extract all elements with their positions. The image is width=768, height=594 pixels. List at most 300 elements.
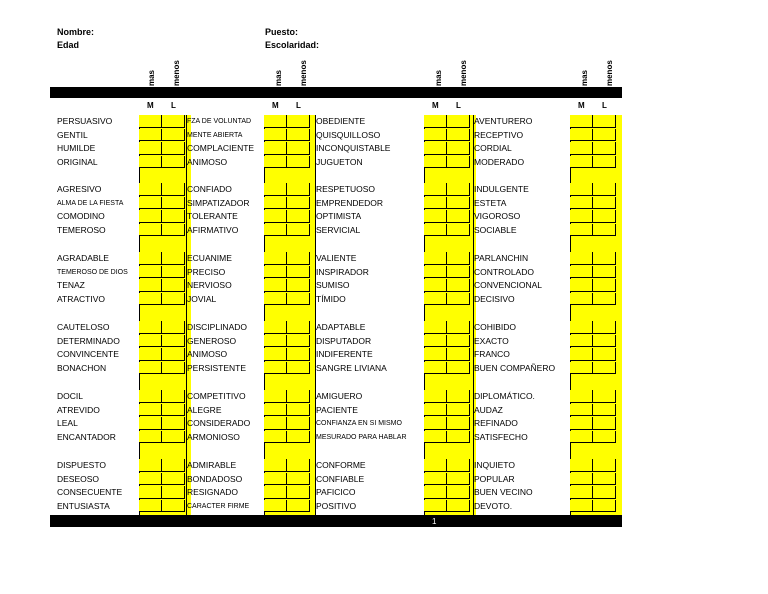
menos-checkbox-cell[interactable]	[162, 404, 185, 417]
menos-checkbox-cell[interactable]	[162, 362, 185, 375]
menos-checkbox-cell[interactable]	[287, 431, 310, 444]
trait-word: DISPUESTO	[57, 460, 106, 470]
trait-word: CONTROLADO	[474, 266, 534, 277]
mas-checkbox-cell[interactable]	[139, 348, 162, 361]
trait-word: ENCANTADOR	[57, 431, 116, 442]
trait-word: COMPETITIVO	[187, 391, 246, 401]
menos-checkbox-cell[interactable]	[162, 293, 185, 306]
mas-checkbox-cell[interactable]	[264, 197, 287, 210]
menos-checkbox-cell[interactable]	[287, 500, 310, 513]
mas-checkbox-cell[interactable]	[139, 417, 162, 430]
menos-checkbox-cell[interactable]	[162, 459, 185, 472]
mas-checkbox-cell[interactable]	[264, 473, 287, 486]
mas-checkbox-cell[interactable]	[139, 486, 162, 499]
mas-checkbox-cell[interactable]	[570, 210, 593, 223]
menos-checkbox-cell[interactable]	[287, 252, 310, 265]
menos-checkbox-cell[interactable]	[287, 404, 310, 417]
trait-word: DISCIPLINADO	[187, 322, 247, 332]
menos-checkbox-cell[interactable]	[593, 142, 616, 155]
menos-checkbox-cell[interactable]	[287, 279, 310, 292]
menos-checkbox-cell[interactable]	[162, 279, 185, 292]
menos-checkbox-cell[interactable]	[162, 500, 185, 513]
mas-checkbox-cell[interactable]	[264, 321, 287, 334]
menos-checkbox-cell[interactable]	[287, 321, 310, 334]
mas-checkbox-cell[interactable]	[264, 224, 287, 237]
menos-checkbox-cell[interactable]	[162, 486, 185, 499]
trait-word: PERSISTENTE	[187, 362, 247, 373]
trait-word: MESURADO PARA HABLAR	[316, 433, 407, 441]
trait-word: TOLERANTE	[187, 211, 238, 221]
trait-word: POPULAR	[474, 473, 515, 484]
mas-checkbox-cell[interactable]	[570, 335, 593, 348]
mas-checkbox-cell[interactable]	[264, 266, 287, 279]
trait-word: DECISIVO	[474, 293, 515, 304]
trait-word: POSITIVO	[316, 500, 357, 511]
menos-checkbox-cell[interactable]	[593, 417, 616, 430]
mas-checkbox-cell[interactable]	[424, 473, 447, 486]
mas-checkbox-cell[interactable]	[139, 156, 162, 169]
mas-checkbox-cell[interactable]	[139, 183, 162, 196]
trait-word: ANIMOSO	[187, 349, 228, 359]
trait-word: INDIFERENTE	[316, 349, 373, 359]
yellow-column-bg	[424, 115, 476, 515]
mas-checkbox-cell[interactable]	[424, 115, 447, 128]
trait-word: DISPUTADOR	[316, 335, 372, 346]
mas-checkbox-cell[interactable]	[264, 404, 287, 417]
trait-word: HUMILDE	[57, 143, 96, 153]
mas-checkbox-cell[interactable]	[570, 431, 593, 444]
trait-word: BONDADOSO	[187, 473, 243, 484]
menos-checkbox-cell[interactable]	[162, 142, 185, 155]
menos-checkbox-cell[interactable]	[447, 183, 470, 196]
trait-word: CAUTELOSO	[57, 322, 110, 332]
mas-checkbox-cell[interactable]	[139, 473, 162, 486]
trait-word: SATISFECHO	[474, 431, 528, 442]
mas-checkbox-cell[interactable]	[424, 156, 447, 169]
trait-word: AMIGUERO	[316, 391, 363, 401]
mas-checkbox-cell[interactable]	[424, 293, 447, 306]
mas-checkbox-cell[interactable]	[424, 197, 447, 210]
menos-checkbox-cell[interactable]	[287, 197, 310, 210]
trait-word: SERVICIAL	[316, 224, 361, 235]
menos-checkbox-cell[interactable]	[287, 183, 310, 196]
menos-checkbox-cell[interactable]	[447, 390, 470, 403]
trait-word: NERVIOSO	[187, 280, 232, 290]
trait-word: VALIENTE	[316, 253, 357, 263]
trait-word: INDULGENTE	[474, 184, 529, 194]
l-column-label: L	[296, 101, 301, 110]
mas-checkbox-cell[interactable]	[264, 210, 287, 223]
mas-checkbox-cell[interactable]	[424, 335, 447, 348]
menos-checkbox-cell[interactable]	[162, 129, 185, 142]
mas-checkbox-cell[interactable]	[264, 431, 287, 444]
m-column-label: M	[272, 101, 279, 110]
menos-checkbox-cell[interactable]	[287, 142, 310, 155]
trait-word: EXACTO	[474, 335, 509, 346]
trait-word: ALEGRE	[187, 404, 222, 415]
menos-checkbox-cell[interactable]	[447, 293, 470, 306]
menos-checkbox-cell[interactable]	[162, 197, 185, 210]
menos-checkbox-cell[interactable]	[447, 431, 470, 444]
mas-checkbox-cell[interactable]	[424, 417, 447, 430]
menos-checkbox-cell[interactable]	[593, 348, 616, 361]
menos-checkbox-cell[interactable]	[162, 210, 185, 223]
menos-checkbox-cell[interactable]	[593, 129, 616, 142]
menos-checkbox-cell[interactable]	[287, 224, 310, 237]
menos-checkbox-cell[interactable]	[162, 417, 185, 430]
menos-checkbox-cell[interactable]	[447, 500, 470, 513]
menos-checkbox-cell[interactable]	[593, 404, 616, 417]
menos-checkbox-cell[interactable]	[447, 473, 470, 486]
trait-word: DOCIL	[57, 391, 83, 401]
mas-checkbox-cell[interactable]	[139, 142, 162, 155]
mas-checkbox-cell[interactable]	[139, 279, 162, 292]
menos-checkbox-cell[interactable]	[162, 348, 185, 361]
mas-checkbox-cell[interactable]	[264, 500, 287, 513]
menos-checkbox-cell[interactable]	[593, 210, 616, 223]
trait-word: RECEPTIVO	[474, 129, 524, 140]
bottom-black-bar	[50, 515, 622, 527]
menos-checkbox-cell[interactable]	[287, 459, 310, 472]
trait-word: BONACHON	[57, 362, 107, 373]
trait-word: ADAPTABLE	[316, 322, 366, 332]
menos-checkbox-cell[interactable]	[287, 335, 310, 348]
trait-word: CONVENCIONAL	[474, 280, 543, 290]
trait-word: CONSIDERADO	[187, 418, 251, 428]
trait-word: SUMISO	[316, 280, 350, 290]
trait-word: CONVINCENTE	[57, 349, 119, 359]
mas-checkbox-cell[interactable]	[570, 362, 593, 375]
mas-checkbox-cell[interactable]	[264, 115, 287, 128]
trait-word: QUISQUILLOSO	[316, 129, 381, 140]
mas-checkbox-cell[interactable]	[424, 390, 447, 403]
yellow-column-bg	[264, 115, 316, 515]
trait-word: ENTUSIASTA	[57, 500, 110, 511]
top-black-bar	[50, 87, 622, 98]
mas-checkbox-cell[interactable]	[139, 362, 162, 375]
trait-word: OPTIMISTA	[316, 211, 362, 221]
trait-word: RESPETUOSO	[316, 184, 376, 194]
menos-checkbox-cell[interactable]	[287, 390, 310, 403]
trait-word: PRECISO	[187, 266, 226, 277]
menos-label: menos	[299, 60, 308, 86]
trait-word: TENAZ	[57, 280, 85, 290]
mas-checkbox-cell[interactable]	[424, 459, 447, 472]
column-separator	[186, 115, 187, 515]
mas-checkbox-cell[interactable]	[570, 156, 593, 169]
mas-checkbox-cell[interactable]	[424, 129, 447, 142]
menos-checkbox-cell[interactable]	[447, 321, 470, 334]
menos-checkbox-cell[interactable]	[162, 224, 185, 237]
menos-checkbox-cell[interactable]	[162, 390, 185, 403]
mas-label: mas	[580, 69, 589, 86]
mas-checkbox-cell[interactable]	[570, 279, 593, 292]
trait-word: DEVOTO.	[474, 500, 513, 511]
mas-checkbox-cell[interactable]	[424, 279, 447, 292]
menos-checkbox-cell[interactable]	[593, 183, 616, 196]
mas-checkbox-cell[interactable]	[570, 266, 593, 279]
trait-word: AGRESIVO	[57, 184, 102, 194]
trait-word: CONFIADO	[187, 184, 232, 194]
trait-word: INSPIRADOR	[316, 266, 369, 277]
trait-word: COHIBIDO	[474, 322, 517, 332]
trait-word: AFIRMATIVO	[187, 224, 239, 235]
menos-checkbox-cell[interactable]	[447, 156, 470, 169]
yellow-column-bg	[139, 115, 191, 515]
mas-checkbox-cell[interactable]	[139, 500, 162, 513]
mas-checkbox-cell[interactable]	[424, 183, 447, 196]
menos-checkbox-cell[interactable]	[447, 142, 470, 155]
trait-word: CONFIANZA EN SI MISMO	[316, 420, 402, 427]
mas-checkbox-cell[interactable]	[264, 129, 287, 142]
trait-word: ANIMOSO	[187, 156, 228, 167]
trait-word: SOCIABLE	[474, 224, 517, 235]
menos-checkbox-cell[interactable]	[593, 115, 616, 128]
trait-word: MODERADO	[474, 156, 525, 167]
menos-checkbox-cell[interactable]	[593, 266, 616, 279]
menos-checkbox-cell[interactable]	[593, 252, 616, 265]
menos-checkbox-cell[interactable]	[447, 417, 470, 430]
mas-checkbox-cell[interactable]	[139, 129, 162, 142]
trait-word: MENTE ABIERTA	[187, 131, 243, 139]
menos-label: menos	[605, 60, 614, 86]
mas-checkbox-cell[interactable]	[264, 252, 287, 265]
menos-checkbox-cell[interactable]	[162, 431, 185, 444]
trait-word: INQUIETO	[474, 460, 515, 470]
mas-label: mas	[434, 69, 443, 86]
menos-checkbox-cell[interactable]	[447, 335, 470, 348]
mas-checkbox-cell[interactable]	[264, 459, 287, 472]
menos-checkbox-cell[interactable]	[447, 210, 470, 223]
mas-checkbox-cell[interactable]	[570, 348, 593, 361]
menos-checkbox-cell[interactable]	[287, 348, 310, 361]
mas-checkbox-cell[interactable]	[139, 252, 162, 265]
trait-word: ECUANIME	[187, 253, 232, 263]
mas-checkbox-cell[interactable]	[264, 183, 287, 196]
mas-checkbox-cell[interactable]	[264, 293, 287, 306]
trait-word: PARLANCHIN	[474, 253, 529, 263]
mas-checkbox-cell[interactable]	[424, 142, 447, 155]
menos-checkbox-cell[interactable]	[447, 266, 470, 279]
mas-checkbox-cell[interactable]	[139, 197, 162, 210]
menos-checkbox-cell[interactable]	[447, 486, 470, 499]
menos-checkbox-cell[interactable]	[593, 321, 616, 334]
menos-checkbox-cell[interactable]	[447, 224, 470, 237]
mas-checkbox-cell[interactable]	[424, 500, 447, 513]
mas-checkbox-cell[interactable]	[139, 321, 162, 334]
trait-word: INCONQUISTABLE	[316, 143, 391, 153]
trait-word: SANGRE LIVIANA	[316, 362, 387, 373]
mas-checkbox-cell[interactable]	[570, 486, 593, 499]
menos-checkbox-cell[interactable]	[447, 404, 470, 417]
menos-checkbox-cell[interactable]	[162, 473, 185, 486]
mas-checkbox-cell[interactable]	[424, 224, 447, 237]
menos-checkbox-cell[interactable]	[162, 183, 185, 196]
menos-checkbox-cell[interactable]	[287, 115, 310, 128]
mas-checkbox-cell[interactable]	[264, 348, 287, 361]
trait-word: TEMEROSO DE DIOS	[57, 268, 128, 276]
menos-checkbox-cell[interactable]	[162, 115, 185, 128]
mas-checkbox-cell[interactable]	[424, 266, 447, 279]
mas-checkbox-cell[interactable]	[570, 142, 593, 155]
mas-label: mas	[274, 69, 283, 86]
mas-checkbox-cell[interactable]	[570, 252, 593, 265]
l-column-label: L	[602, 101, 607, 110]
menos-checkbox-cell[interactable]	[287, 210, 310, 223]
trait-word: PERSUASIVO	[57, 116, 113, 126]
menos-checkbox-cell[interactable]	[447, 459, 470, 472]
trait-word: DIPLOMÁTICO.	[474, 391, 535, 401]
column-separator	[315, 115, 316, 515]
nombre-label: Nombre:	[57, 27, 95, 37]
mas-label: mas	[147, 69, 156, 86]
trait-word: ALMA DE LA FIESTA	[57, 199, 124, 207]
trait-word: GENTIL	[57, 129, 88, 140]
mas-checkbox-cell[interactable]	[570, 293, 593, 306]
mas-checkbox-cell[interactable]	[570, 224, 593, 237]
mas-checkbox-cell[interactable]	[570, 473, 593, 486]
menos-checkbox-cell[interactable]	[287, 156, 310, 169]
menos-checkbox-cell[interactable]	[593, 293, 616, 306]
menos-checkbox-cell[interactable]	[162, 266, 185, 279]
mas-checkbox-cell[interactable]	[139, 266, 162, 279]
menos-checkbox-cell[interactable]	[593, 224, 616, 237]
mas-checkbox-cell[interactable]	[139, 115, 162, 128]
page-number: 1	[432, 517, 437, 526]
trait-word: OBEDIENTE	[316, 116, 366, 126]
menos-checkbox-cell[interactable]	[287, 473, 310, 486]
trait-word: LEAL	[57, 418, 78, 428]
mas-checkbox-cell[interactable]	[139, 404, 162, 417]
trait-word: PAFICICO	[316, 487, 356, 497]
menos-checkbox-cell[interactable]	[593, 390, 616, 403]
menos-checkbox-cell[interactable]	[593, 486, 616, 499]
trait-word: FZA DE VOLUNTAD	[187, 118, 252, 125]
menos-checkbox-cell[interactable]	[447, 252, 470, 265]
trait-word: DETERMINADO	[57, 335, 120, 346]
menos-checkbox-cell[interactable]	[593, 279, 616, 292]
mas-checkbox-cell[interactable]	[424, 362, 447, 375]
mas-checkbox-cell[interactable]	[570, 500, 593, 513]
menos-checkbox-cell[interactable]	[593, 362, 616, 375]
mas-checkbox-cell[interactable]	[570, 417, 593, 430]
menos-checkbox-cell[interactable]	[287, 417, 310, 430]
menos-checkbox-cell[interactable]	[447, 115, 470, 128]
mas-checkbox-cell[interactable]	[424, 431, 447, 444]
trait-word: JOVIAL	[187, 293, 217, 304]
menos-checkbox-cell[interactable]	[447, 348, 470, 361]
menos-checkbox-cell[interactable]	[593, 431, 616, 444]
menos-checkbox-cell[interactable]	[287, 129, 310, 142]
menos-checkbox-cell[interactable]	[287, 266, 310, 279]
trait-word: AVENTURERO	[474, 116, 533, 126]
trait-word: AUDAZ	[474, 404, 503, 415]
edad-label: Edad	[57, 40, 80, 50]
menos-checkbox-cell[interactable]	[162, 252, 185, 265]
mas-checkbox-cell[interactable]	[264, 486, 287, 499]
menos-checkbox-cell[interactable]	[593, 459, 616, 472]
mas-checkbox-cell[interactable]	[264, 390, 287, 403]
mas-checkbox-cell[interactable]	[570, 197, 593, 210]
column-border	[264, 115, 265, 515]
column-border	[570, 115, 571, 515]
mas-checkbox-cell[interactable]	[424, 210, 447, 223]
menos-checkbox-cell[interactable]	[287, 486, 310, 499]
column-border	[424, 115, 425, 515]
l-column-label: L	[171, 101, 176, 110]
mas-checkbox-cell[interactable]	[570, 129, 593, 142]
trait-word: BUEN VECINO	[474, 487, 533, 497]
trait-word: REFINADO	[474, 418, 518, 428]
trait-word: GENEROSO	[187, 335, 237, 346]
mas-checkbox-cell[interactable]	[264, 362, 287, 375]
column-separator	[473, 115, 474, 515]
menos-checkbox-cell[interactable]	[447, 362, 470, 375]
trait-word: DESEOSO	[57, 473, 100, 484]
mas-checkbox-cell[interactable]	[139, 224, 162, 237]
mas-checkbox-cell[interactable]	[424, 252, 447, 265]
mas-checkbox-cell[interactable]	[139, 390, 162, 403]
mas-checkbox-cell[interactable]	[424, 486, 447, 499]
mas-checkbox-cell[interactable]	[570, 390, 593, 403]
mas-checkbox-cell[interactable]	[139, 431, 162, 444]
mas-checkbox-cell[interactable]	[264, 335, 287, 348]
menos-label: menos	[172, 60, 181, 86]
mas-checkbox-cell[interactable]	[424, 404, 447, 417]
mas-checkbox-cell[interactable]	[424, 348, 447, 361]
mas-checkbox-cell[interactable]	[570, 183, 593, 196]
trait-word: CARACTER FIRME	[187, 502, 250, 510]
menos-checkbox-cell[interactable]	[162, 156, 185, 169]
menos-checkbox-cell[interactable]	[447, 197, 470, 210]
escolaridad-label: Escolaridad:	[265, 40, 320, 50]
trait-word: COMODINO	[57, 211, 105, 221]
trait-word: JUGUETON	[316, 156, 363, 167]
yellow-column-bg	[570, 115, 622, 515]
menos-checkbox-cell[interactable]	[287, 362, 310, 375]
trait-word: RESIGNADO	[187, 487, 239, 497]
menos-checkbox-cell[interactable]	[162, 321, 185, 334]
menos-checkbox-cell[interactable]	[287, 293, 310, 306]
mas-checkbox-cell[interactable]	[139, 293, 162, 306]
menos-checkbox-cell[interactable]	[593, 500, 616, 513]
mas-checkbox-cell[interactable]	[264, 142, 287, 155]
trait-word: EMPRENDEDOR	[316, 197, 384, 208]
m-column-label: M	[432, 101, 439, 110]
mas-checkbox-cell[interactable]	[570, 404, 593, 417]
trait-word: SIMPATIZADOR	[187, 197, 250, 208]
menos-checkbox-cell[interactable]	[447, 279, 470, 292]
menos-checkbox-cell[interactable]	[162, 335, 185, 348]
trait-word: FRANCO	[474, 349, 510, 359]
mas-checkbox-cell[interactable]	[139, 335, 162, 348]
menos-checkbox-cell[interactable]	[593, 197, 616, 210]
menos-checkbox-cell[interactable]	[593, 156, 616, 169]
mas-checkbox-cell[interactable]	[570, 459, 593, 472]
mas-checkbox-cell[interactable]	[570, 115, 593, 128]
menos-checkbox-cell[interactable]	[593, 335, 616, 348]
mas-checkbox-cell[interactable]	[264, 279, 287, 292]
mas-checkbox-cell[interactable]	[139, 210, 162, 223]
mas-checkbox-cell[interactable]	[139, 459, 162, 472]
menos-checkbox-cell[interactable]	[447, 129, 470, 142]
menos-checkbox-cell[interactable]	[593, 473, 616, 486]
mas-checkbox-cell[interactable]	[424, 321, 447, 334]
trait-word: CORDIAL	[474, 143, 512, 153]
mas-checkbox-cell[interactable]	[264, 156, 287, 169]
mas-checkbox-cell[interactable]	[264, 417, 287, 430]
mas-checkbox-cell[interactable]	[570, 321, 593, 334]
